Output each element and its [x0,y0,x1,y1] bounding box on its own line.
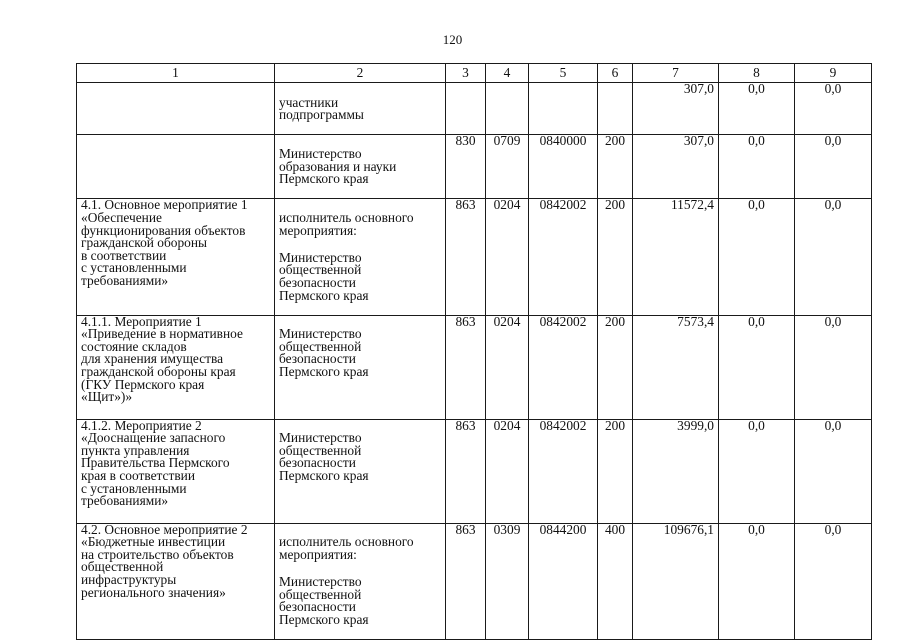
table-row [77,419,872,523]
vr-cell: 200 [598,135,633,199]
csr-cell: 0842002 [529,199,598,315]
executor-name: Министерство общественной безопасности Пермского края [279,326,369,380]
sum-cell: 11572,4 [633,199,719,315]
col8-cell: 0,0 [719,419,795,523]
vr-cell: 400 [598,523,633,639]
col9-cell: 0,0 [795,83,872,135]
table-row [77,315,872,419]
rz-pr-cell [486,83,529,135]
column-header: 2 [275,64,446,83]
vr-cell [598,83,633,135]
vr-cell: 200 [598,199,633,315]
measure-cell: 4.1.1. Мероприятие 1 «Приведение в нормативное состояние складов для хранения имущества гражданской обороны края (ГКУ Пермского края «Щит»)» [77,315,275,419]
sum-cell: 109676,1 [633,523,719,639]
column-header: 4 [486,64,529,83]
executor-cell [275,135,446,199]
executor-label: исполнитель основного мероприятия: [279,209,414,238]
executor-name: Министерство общественной безопасности Пермского края [279,574,369,627]
col9-cell: 0,0 [795,135,872,199]
rz-pr-cell: 0204 [486,315,529,419]
measure-cell [77,135,275,199]
col8-cell: 0,0 [719,135,795,199]
col8-cell: 0,0 [719,523,795,639]
col9-cell: 0,0 [795,315,872,419]
executor-label: исполнитель основного мероприятия: [279,534,414,562]
table-row [77,83,872,135]
budget-table [76,63,872,640]
grbs-cell [446,83,486,135]
executor-cell [275,315,446,419]
page-number: 120 [442,32,463,47]
grbs-cell: 830 [446,135,486,199]
grbs-cell: 863 [446,199,486,315]
sum-cell: 307,0 [633,135,719,199]
measure-cell: 4.1. Основное мероприятие 1 «Обеспечение функционирования объектов гражданской обороны в соответствии с установленными требованиями» [77,199,275,315]
column-header: 3 [446,64,486,83]
vr-cell: 200 [598,419,633,523]
sum-cell: 307,0 [633,83,719,135]
csr-cell: 0840000 [529,135,598,199]
rz-pr-cell: 0709 [486,135,529,199]
measure-cell [77,83,275,135]
vr-cell: 200 [598,315,633,419]
executor-cell [275,199,446,315]
column-header: 9 [795,64,872,83]
table-header-row [77,64,872,83]
col9-cell: 0,0 [795,419,872,523]
column-header: 7 [633,64,719,83]
grbs-cell: 863 [446,419,486,523]
rz-pr-cell: 0204 [486,419,529,523]
column-header: 5 [529,64,598,83]
executor-name: участники подпрограммы [279,94,364,123]
col9-cell: 0,0 [795,199,872,315]
executor-name: Министерство общественной безопасности Пермского края [279,249,369,303]
col8-cell: 0,0 [719,315,795,419]
table-row [77,135,872,199]
column-header: 8 [719,64,795,83]
executor-name: Министерство образования и науки Пермского края [279,145,397,187]
rz-pr-cell: 0204 [486,199,529,315]
column-header: 6 [598,64,633,83]
sum-cell: 3999,0 [633,419,719,523]
table-row [77,199,872,315]
measure-cell: 4.1.2. Мероприятие 2 «Дооснащение запасного пункта управления Правительства Пермского края в соответствии с установленными требованиями» [77,419,275,523]
executor-cell [275,419,446,523]
col8-cell: 0,0 [719,199,795,315]
csr-cell: 0844200 [529,523,598,639]
executor-name: Министерство общественной безопасности Пермского края [279,430,369,484]
measure-cell: 4.2. Основное мероприятие 2 «Бюджетные инвестиции на строительство объектов общественной инфраструктуры регионального значения» [77,523,275,639]
table-row [77,523,872,639]
csr-cell: 0842002 [529,419,598,523]
column-header: 1 [77,64,275,83]
grbs-cell: 863 [446,315,486,419]
executor-cell [275,523,446,639]
csr-cell: 0842002 [529,315,598,419]
csr-cell [529,83,598,135]
grbs-cell: 863 [446,523,486,639]
executor-cell [275,83,446,135]
col9-cell: 0,0 [795,523,872,639]
sum-cell: 7573,4 [633,315,719,419]
col8-cell: 0,0 [719,83,795,135]
rz-pr-cell: 0309 [486,523,529,639]
